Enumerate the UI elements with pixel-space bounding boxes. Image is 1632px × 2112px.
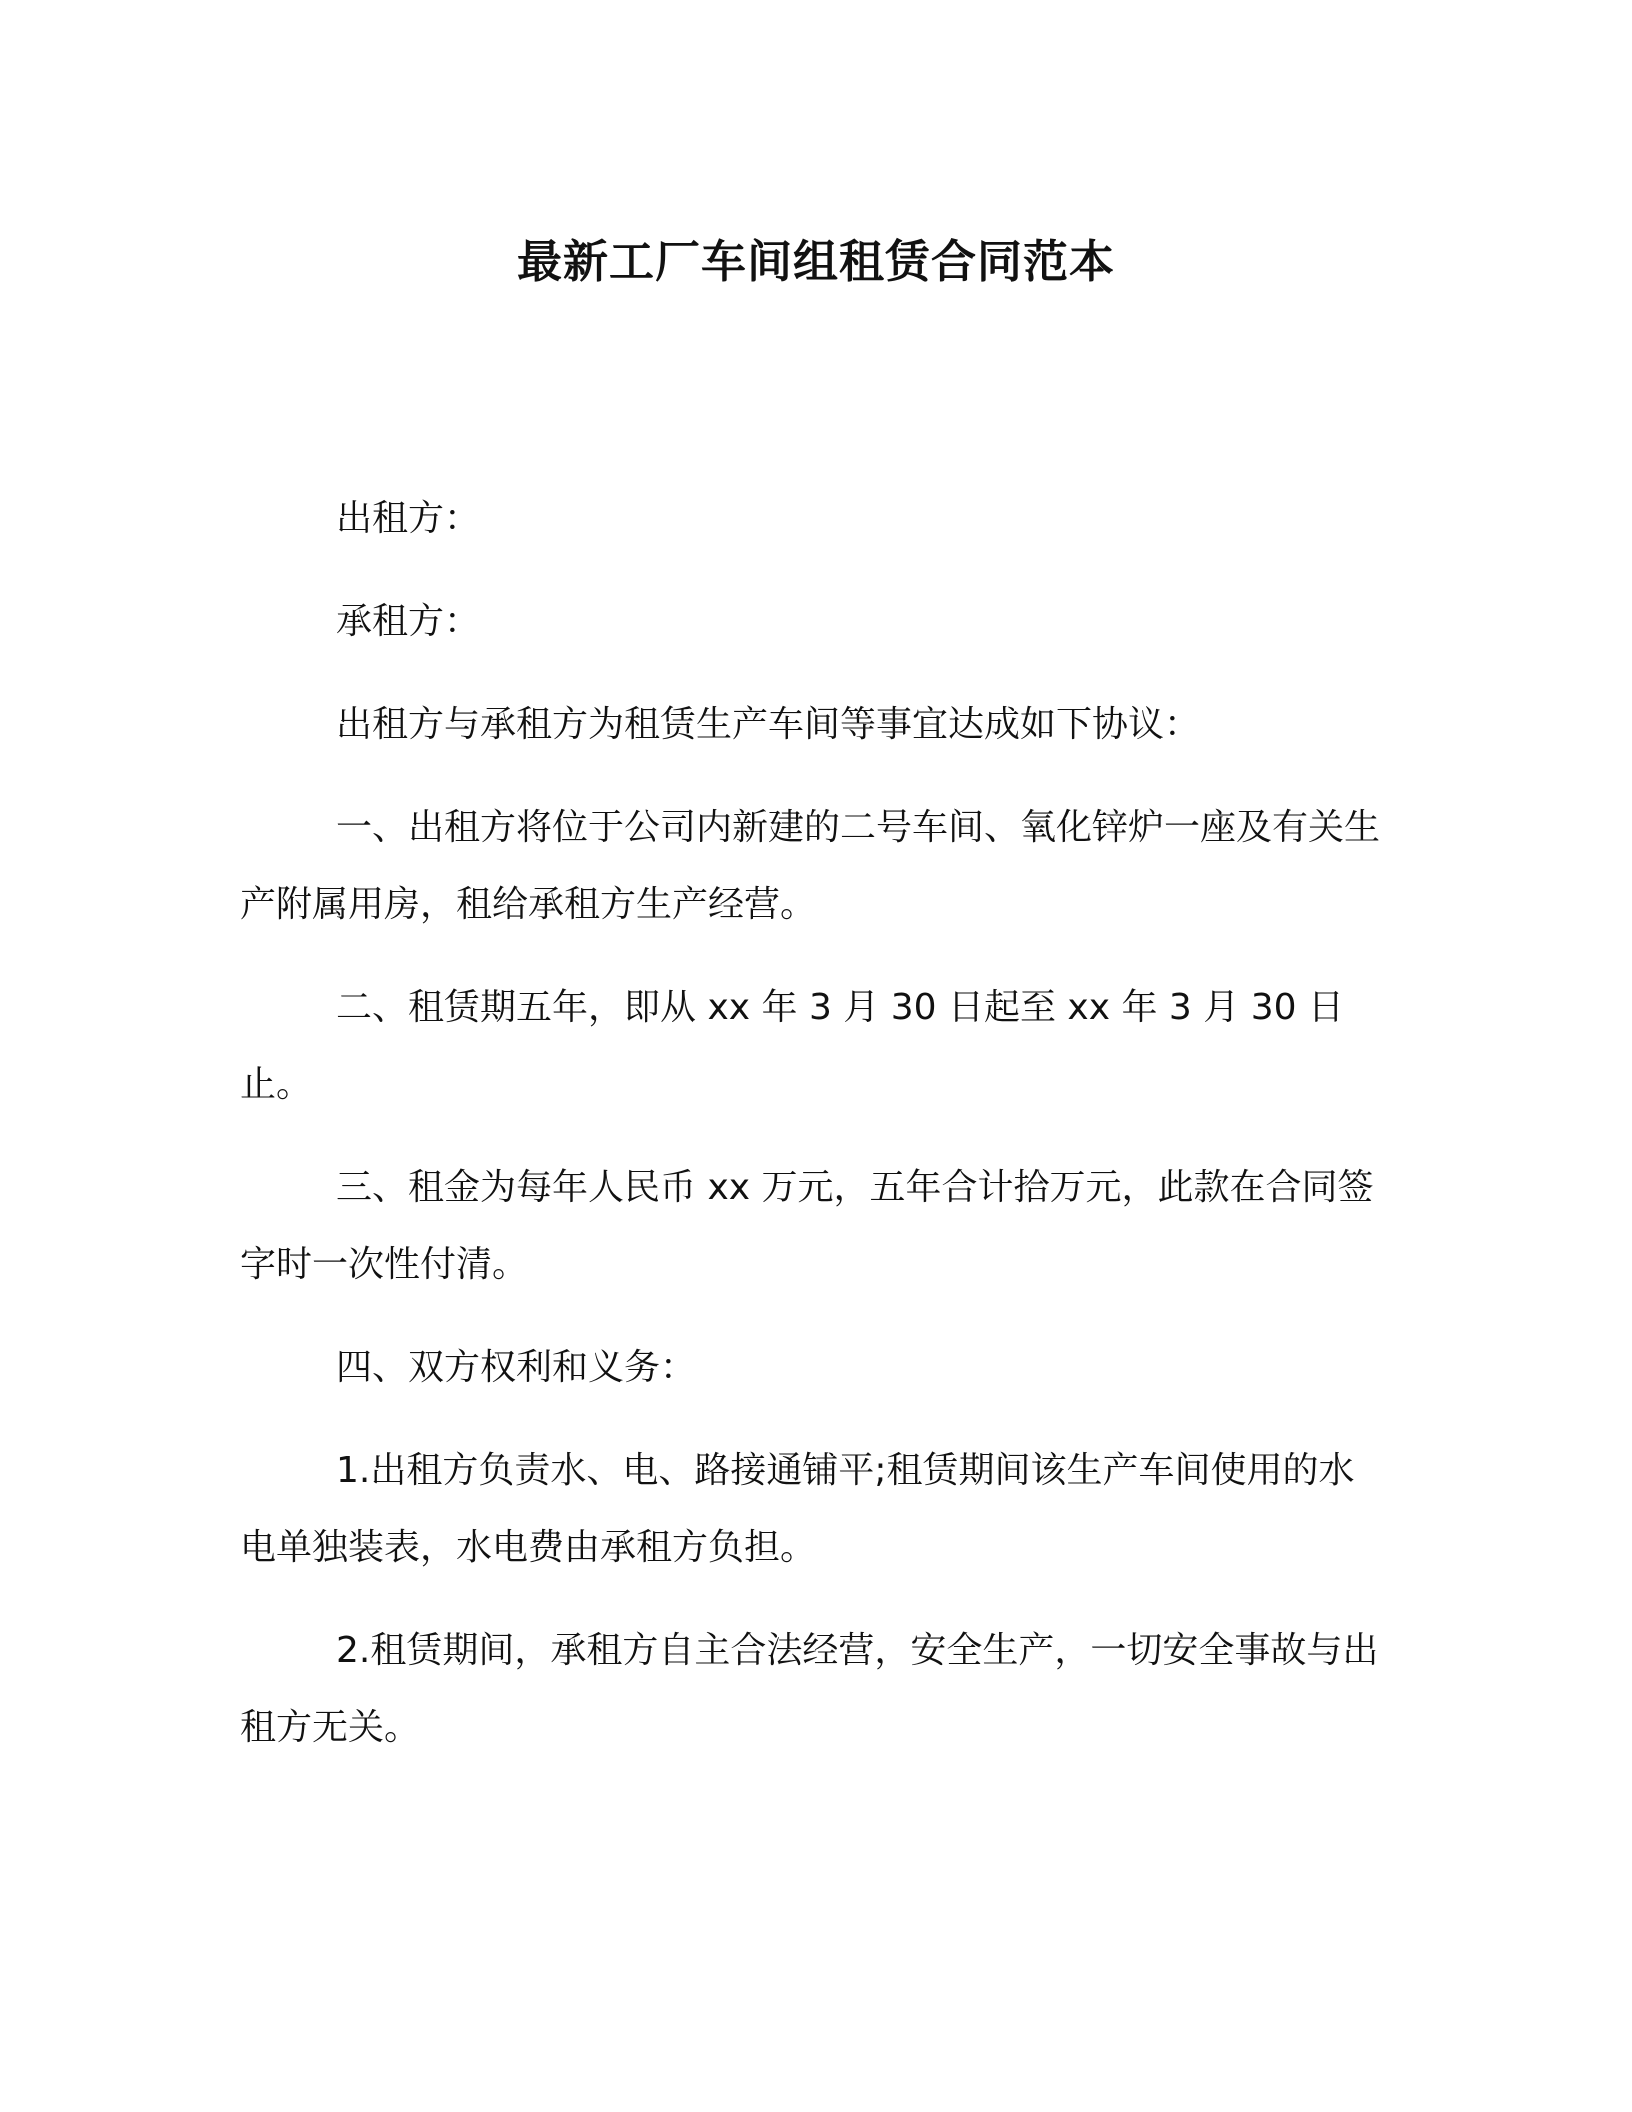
paragraph-clause-4-1: 1.出租方负责水、电、路接通铺平;租赁期间该生产车间使用的水电单独装表，水电费由承租方负担。 — [240, 1450, 1355, 1568]
paragraph-lessee: 承租方： — [336, 601, 481, 642]
paragraph-clause-2: 二、租赁期五年，即从 xx 年 3 月 30 日起至 xx 年 3 月 30 日止。 — [240, 987, 1344, 1105]
page-title: 最新工厂车间组租赁合同范本 — [516, 235, 1115, 288]
paragraph-clause-1: 一、出租方将位于公司内新建的二号车间、氧化锌炉一座及有关生产附属用房，租给承租方生产经营。 — [240, 807, 1381, 925]
paragraph-clause-4: 四、双方权利和义务： — [336, 1347, 697, 1388]
contract-body — [240, 480, 1390, 1766]
paragraph-lessor: 出租方： — [336, 498, 481, 539]
paragraph-clause-4-2: 2.租赁期间，承租方自主合法经营，安全生产，一切安全事故与出租方无关。 — [240, 1630, 1379, 1748]
paragraph-intro: 出租方与承租方为租赁生产车间等事宜达成如下协议： — [336, 704, 1201, 745]
paragraph-clause-3: 三、租金为每年人民币 xx 万元，五年合计拾万元，此款在合同签字时一次性付清。 — [240, 1167, 1374, 1285]
